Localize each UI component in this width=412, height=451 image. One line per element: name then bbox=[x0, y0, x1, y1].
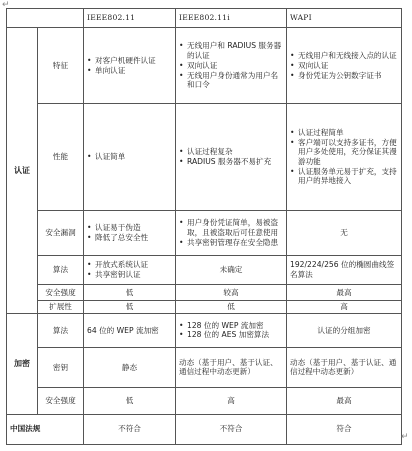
key-ieee80211-cell: 静态 bbox=[84, 347, 176, 388]
strength-ieee80211i-cell: 较高 bbox=[176, 284, 287, 300]
wlan-security-comparison-table bbox=[6, 8, 402, 445]
bullet-item: • 开放式系统认证 bbox=[87, 260, 172, 270]
enc-strength-ieee80211i-cell: 高 bbox=[176, 388, 287, 414]
bullet-list bbox=[87, 223, 172, 242]
row-label-feature: 特征 bbox=[38, 28, 84, 104]
bullet-item: • 共享密钥认证 bbox=[87, 270, 172, 280]
row-label-strength: 安全强度 bbox=[38, 284, 84, 300]
bullet-item: • 认证过程复杂 bbox=[179, 147, 283, 157]
row-label-enc-algorithm: 算法 bbox=[38, 314, 84, 347]
paragraph-mark: ↵ bbox=[401, 432, 409, 442]
law-ieee80211-cell: 不符合 bbox=[84, 414, 176, 445]
bullet-item: • 认证过程简单 bbox=[290, 128, 398, 138]
row-label-vulnerability: 安全漏洞 bbox=[38, 210, 84, 256]
enc-algorithm-ieee80211i-cell bbox=[176, 314, 287, 347]
bullet-item: • 降低了总安全性 bbox=[87, 233, 172, 243]
header-ieee80211i: IEEE802.11i bbox=[176, 9, 287, 28]
auth-scalability-row bbox=[7, 300, 402, 313]
auth-strength-row bbox=[7, 284, 402, 300]
scalability-ieee80211i-cell: 低 bbox=[176, 300, 287, 313]
vulnerability-wapi-cell: 无 bbox=[287, 210, 402, 256]
algorithm-ieee80211i-cell: 未确定 bbox=[176, 256, 287, 284]
bullet-list bbox=[179, 321, 283, 340]
bullet-item: • 无线用户身份通常为用户名和口令 bbox=[179, 71, 283, 90]
law-row bbox=[7, 414, 402, 445]
bullet-item: • RADIUS 服务器不易扩充 bbox=[179, 157, 283, 167]
strength-wapi-cell: 最高 bbox=[287, 284, 402, 300]
feature-ieee80211-cell bbox=[84, 28, 176, 104]
bullet-list bbox=[87, 260, 172, 279]
row-label-enc-strength: 安全强度 bbox=[38, 388, 84, 414]
key-wapi-cell: 动态（基于用户、基于认证、通信过程中动态更新） bbox=[287, 347, 402, 388]
bullet-list bbox=[179, 218, 283, 247]
bullet-list bbox=[290, 128, 398, 186]
bullet-item: • 认证服务单元易于扩充，支持用户的异地接入 bbox=[290, 167, 398, 186]
vulnerability-ieee80211i-cell bbox=[176, 210, 287, 256]
bullet-item: • 用户身份凭证简单，易被盗取，且被盗取后可任意使用 bbox=[179, 218, 283, 237]
row-label-law: 中国法规 bbox=[7, 414, 84, 445]
header-ieee80211: IEEE802.11 bbox=[84, 9, 176, 28]
bullet-item: • 128 位的 AES 加密算法 bbox=[179, 330, 283, 340]
bullet-item: • 128 位的 WEP 流加密 bbox=[179, 321, 283, 331]
header-row bbox=[7, 9, 402, 28]
enc-strength-wapi-cell: 最高 bbox=[287, 388, 402, 414]
enc-key-row bbox=[7, 347, 402, 388]
algorithm-ieee80211-cell bbox=[84, 256, 176, 284]
bullet-item: • 认证简单 bbox=[87, 152, 172, 162]
bullet-list bbox=[290, 51, 398, 80]
header-blank-cell bbox=[7, 9, 84, 28]
auth-performance-row bbox=[7, 104, 402, 210]
row-label-key: 密钥 bbox=[38, 347, 84, 388]
performance-wapi-cell bbox=[287, 104, 402, 210]
paragraph-mark: ↵ bbox=[2, 0, 10, 10]
strength-ieee80211-cell: 低 bbox=[84, 284, 176, 300]
bullet-item: • 无线用户和 RADIUS 服务器的认证 bbox=[179, 41, 283, 60]
bullet-list bbox=[87, 56, 172, 75]
bullet-list bbox=[87, 152, 172, 162]
enc-algorithm-row bbox=[7, 314, 402, 347]
scalability-wapi-cell: 高 bbox=[287, 300, 402, 313]
row-label-scalability: 扩展性 bbox=[38, 300, 84, 313]
bullet-item: • 身份凭证为公钥数字证书 bbox=[290, 71, 398, 81]
bullet-item: • 无线用户和无线接入点的认证 bbox=[290, 51, 398, 61]
bullet-item: • 共享密钥管理存在安全隐患 bbox=[179, 238, 283, 248]
header-wapi: WAPI bbox=[287, 9, 402, 28]
law-wapi-cell: 符合 bbox=[287, 414, 402, 445]
performance-ieee80211-cell bbox=[84, 104, 176, 210]
bullet-item: • 单向认证 bbox=[87, 66, 172, 76]
auth-algorithm-row bbox=[7, 256, 402, 284]
feature-wapi-cell bbox=[287, 28, 402, 104]
row-label-algorithm: 算法 bbox=[38, 256, 84, 284]
enc-algorithm-wapi-cell: 认证的分组加密 bbox=[287, 314, 402, 347]
scalability-ieee80211-cell: 低 bbox=[84, 300, 176, 313]
bullet-item: • 对客户机硬件认证 bbox=[87, 56, 172, 66]
enc-algorithm-ieee80211-cell: 64 位的 WEP 流加密 bbox=[84, 314, 176, 347]
bullet-list bbox=[179, 41, 283, 90]
algorithm-wapi-cell: 192/224/256 位的椭圆曲线签名算法 bbox=[287, 256, 402, 284]
vulnerability-ieee80211-cell bbox=[84, 210, 176, 256]
law-ieee80211i-cell: 不符合 bbox=[176, 414, 287, 445]
auth-vulnerability-row bbox=[7, 210, 402, 256]
bullet-item: • 双向认证 bbox=[179, 61, 283, 71]
bullet-list bbox=[179, 147, 283, 166]
row-label-performance: 性能 bbox=[38, 104, 84, 210]
auth-feature-row bbox=[7, 28, 402, 104]
enc-strength-ieee80211-cell: 低 bbox=[84, 388, 176, 414]
key-ieee80211i-cell: 动态（基于用户、基于认证、通信过程中动态更新） bbox=[176, 347, 287, 388]
enc-strength-row bbox=[7, 388, 402, 414]
feature-ieee80211i-cell bbox=[176, 28, 287, 104]
group-auth-label: 认证 bbox=[7, 28, 38, 314]
bullet-item: • 认证易于伪造 bbox=[87, 223, 172, 233]
performance-ieee80211i-cell bbox=[176, 104, 287, 210]
bullet-item: • 双向认证 bbox=[290, 61, 398, 71]
bullet-item: • 客户端可以支持多证书，方便用户多处使用，充分保证其漫游功能 bbox=[290, 138, 398, 167]
group-enc-label: 加密 bbox=[7, 314, 38, 414]
